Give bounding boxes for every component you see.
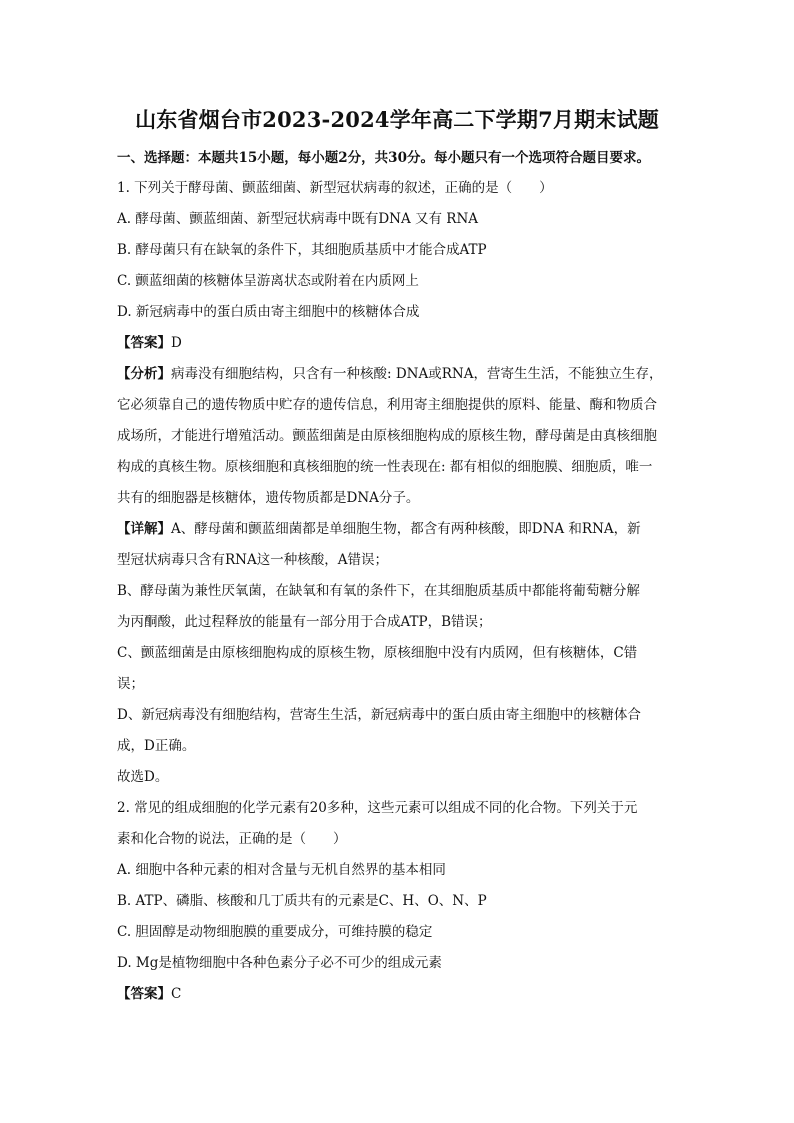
detail-text: A、酵母菌和颤蓝细菌都是单细胞生物，都含有两种核酸，即DNA 和RNA，新: [171, 521, 641, 537]
section-heading: 一、选择题：本题共15小题，每小题2分，共30分。每小题只有一个选项符合题目要求。: [117, 150, 650, 166]
question-1-detail-line: B、酵母菌为兼性厌氧菌，在缺氧和有氧的条件下，在其细胞质基质中都能将葡萄糖分解: [117, 583, 640, 599]
question-1-option-d: D. 新冠病毒中的蛋白质由寄主细胞中的核糖体合成: [117, 304, 420, 320]
question-1-conclusion: 故选D。: [117, 769, 169, 785]
document-body: [117, 173, 682, 1010]
question-1-analysis-line: 成场所，才能进行增殖活动。颤蓝细菌是由原核细胞构成的原核生物，酵母菌是由真核细胞: [117, 428, 657, 444]
detail-label: 【详解】: [117, 521, 171, 537]
question-1-answer: [117, 328, 682, 359]
question-2-stem-line: 素和化合物的说法，正确的是（ ）: [117, 831, 347, 847]
question-1-option-a: A. 酵母菌、颤蓝细菌、新型冠状病毒中既有DNA 又有 RNA: [117, 211, 479, 227]
question-2-option-d: D. Mg是植物细胞中各种色素分子必不可少的组成元素: [117, 955, 442, 971]
question-1-detail-line: 误；: [117, 676, 144, 692]
question-1-analysis-line: [117, 359, 682, 390]
question-1-analysis-line: 共有的细胞器是核糖体，遗传物质都是DNA分子。: [117, 490, 420, 506]
analysis-label: 【分析】: [117, 366, 171, 382]
question-1-detail-line: D、新冠病毒没有细胞结构，营寄生生活，新冠病毒中的蛋白质由寄主细胞中的核糖体合: [117, 707, 641, 723]
question-1-detail-line: [117, 514, 682, 545]
analysis-text: 病毒没有细胞结构，只含有一种核酸: DNA或RNA，营寄生生活，不能独立生存，: [171, 366, 663, 382]
question-2-option-a: A. 细胞中各种元素的相对含量与无机自然界的基本相同: [117, 862, 446, 878]
question-1-analysis-line: 它必须靠自己的遗传物质中贮存的遗传信息，利用寄主细胞提供的原料、能量、酶和物质合: [117, 397, 657, 413]
question-1-detail-line: C、颤蓝细菌是由原核细胞构成的原核生物，原核细胞中没有内质网，但有核糖体，C错: [117, 645, 638, 661]
question-1-option-c: C. 颤蓝细菌的核糖体呈游离状态或附着在内质网上: [117, 273, 419, 289]
question-2-option-c: C. 胆固醇是动物细胞膜的重要成分，可维持膜的稳定: [117, 924, 433, 940]
question-1-detail-line: 成，D正确。: [117, 738, 196, 754]
answer-label: 【答案】: [117, 986, 171, 1002]
question-2-stem-line: 2. 常见的组成细胞的化学元素有20多种，这些元素可以组成不同的化合物。下列关于元: [117, 800, 638, 816]
question-2-answer: [117, 979, 682, 1010]
answer-value: D: [171, 335, 182, 351]
question-1-option-b: B. 酵母菌只有在缺氧的条件下，其细胞质基质中才能合成ATP: [117, 242, 487, 258]
question-1-analysis-line: 构成的真核生物。原核细胞和真核细胞的统一性表现在: 都有相似的细胞膜、细胞质，唯一: [117, 459, 653, 475]
answer-value: C: [171, 986, 182, 1002]
question-2-option-b: B. ATP、磷脂、核酸和几丁质共有的元素是C、H、O、N、P: [117, 893, 487, 909]
question-1-detail-line: 为丙酮酸，此过程释放的能量有一部分用于合成ATP，B错误；: [117, 614, 492, 630]
question-1-detail-line: 型冠状病毒只含有RNA这一种核酸，A错误；: [117, 552, 388, 568]
page-title: 山东省烟台市2023-2024学年高二下学期7月期末试题: [135, 107, 659, 132]
answer-label: 【答案】: [117, 335, 171, 351]
question-1-stem: 1. 下列关于酵母菌、颤蓝细菌、新型冠状病毒的叙述，正确的是（ ）: [117, 180, 553, 196]
